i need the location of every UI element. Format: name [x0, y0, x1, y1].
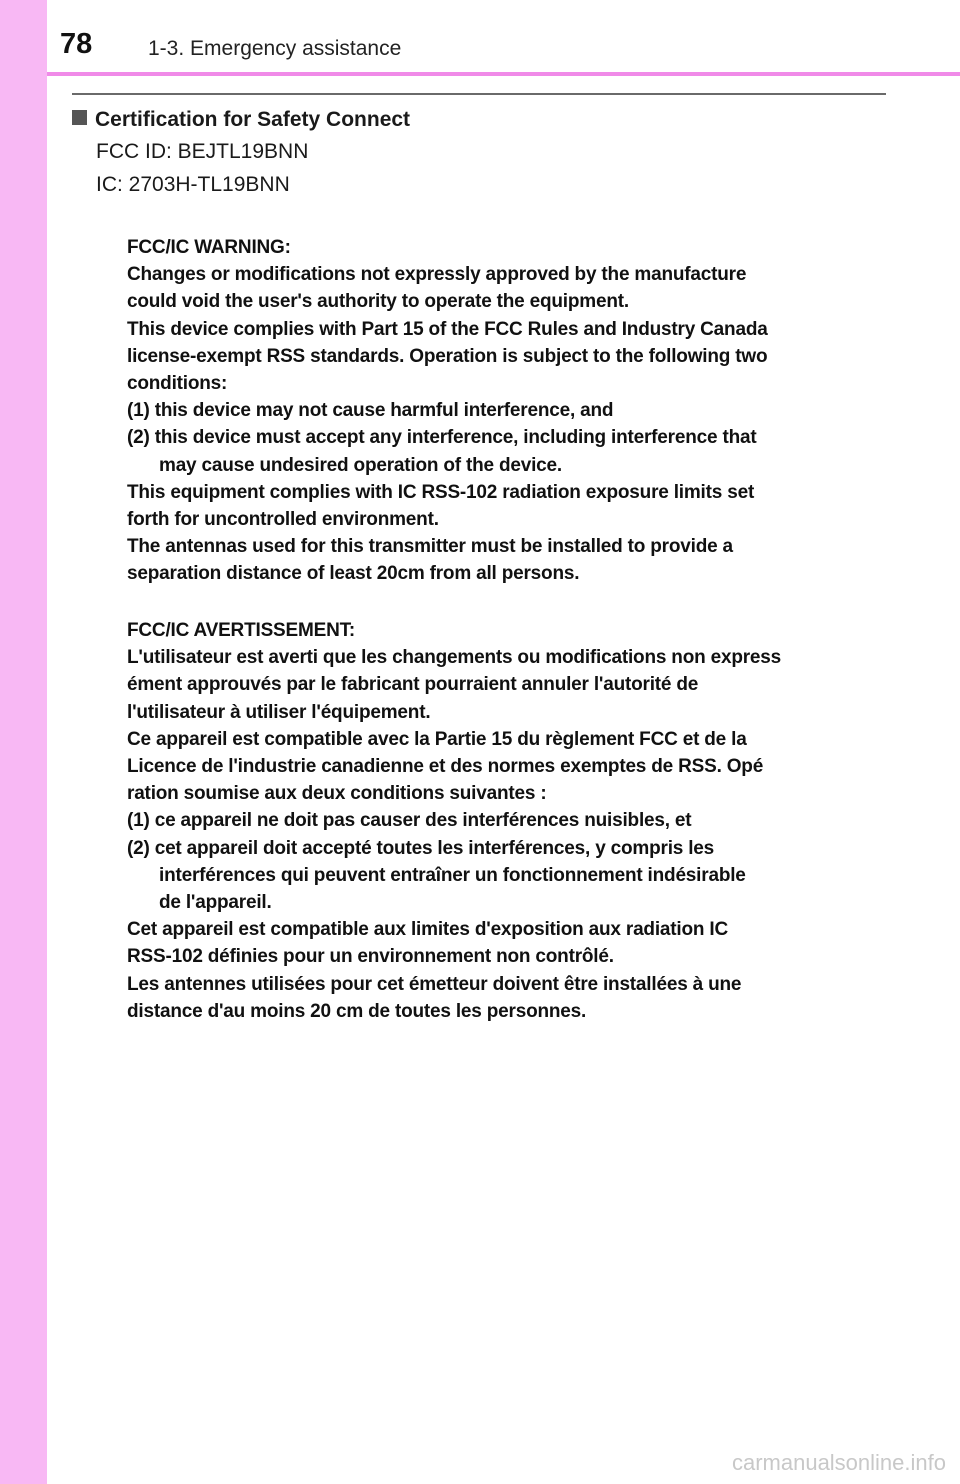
certification-heading-text: Certification for Safety Connect — [95, 108, 411, 131]
section-title: 1-3. Emergency assistance — [148, 37, 402, 60]
warning-line: Les antennes utilisées pour cet émetteur doivent être installées à une — [127, 973, 742, 995]
warning-line: (1) ce appareil ne doit pas causer des interférences nuisibles, et — [127, 810, 692, 832]
warning-line: Changes or modifications not expressly approved by the manufacture — [127, 264, 747, 286]
warning-line: Licence de l'industrie canadienne et des normes exemptes de RSS. Opé — [127, 756, 764, 778]
warning-line: FCC/IC AVERTISSEMENT: — [127, 620, 356, 641]
fcc-id: FCC ID: BEJTL19BNN — [96, 140, 309, 163]
page-number: 78 — [60, 28, 93, 60]
content-divider — [72, 93, 886, 95]
warning-line: RSS-102 définies pour un environnement non contrôlé. — [127, 946, 614, 968]
header-rule — [47, 72, 960, 76]
warning-line: distance d'au moins 20 cm de toutes les personnes. — [127, 1000, 587, 1022]
warning-line: may cause undesired operation of the device. — [159, 454, 562, 476]
warning-line: l'utilisateur à utiliser l'équipement. — [127, 701, 431, 723]
warning-line: FCC/IC WARNING: — [127, 237, 291, 258]
certification-heading — [72, 106, 410, 134]
warning-line: interférences qui peuvent entraîner un fonctionnement indésirable — [159, 864, 746, 886]
warning-line: de l'appareil. — [159, 892, 272, 914]
warning-line: could void the user's authority to operate the equipment. — [127, 291, 629, 313]
fcc-warning-french — [127, 617, 867, 1025]
warning-line: ration soumise aux deux conditions suivantes : — [127, 783, 547, 805]
warning-line: ément approuvés par le fabricant pourraient annuler l'autorité de — [127, 674, 699, 696]
ic-id: IC: 2703H-TL19BNN — [96, 173, 290, 196]
warning-line: conditions: — [127, 373, 228, 395]
bullet-square-icon — [72, 110, 87, 125]
warning-line: This equipment complies with IC RSS-102 radiation exposure limits set — [127, 481, 755, 503]
warning-line: (1) this device may not cause harmful interference, and — [127, 400, 614, 422]
warning-line: Ce appareil est compatible avec la Partie 15 du règlement FCC et de la — [127, 728, 747, 750]
warning-line: (2) cet appareil doit accepté toutes les interférences, y compris les — [127, 837, 715, 859]
fcc-warning-english — [127, 234, 867, 588]
side-tab-band — [0, 0, 47, 1484]
warning-line: (2) this device must accept any interference, including interference that — [127, 427, 757, 449]
warning-line: Cet appareil est compatible aux limites d'exposition aux radiation IC — [127, 919, 728, 941]
warning-line: The antennas used for this transmitter must be installed to provide a — [127, 536, 733, 558]
warning-line: license-exempt RSS standards. Operation is subject to the following two — [127, 345, 768, 367]
warning-line: L'utilisateur est averti que les changements ou modifications non express — [127, 647, 782, 669]
warning-line: separation distance of least 20cm from all persons. — [127, 563, 580, 585]
warning-line: forth for uncontrolled environment. — [127, 509, 439, 531]
warning-line: This device complies with Part 15 of the FCC Rules and Industry Canada — [127, 318, 768, 340]
watermark: carmanualsonline.info — [731, 1450, 946, 1475]
